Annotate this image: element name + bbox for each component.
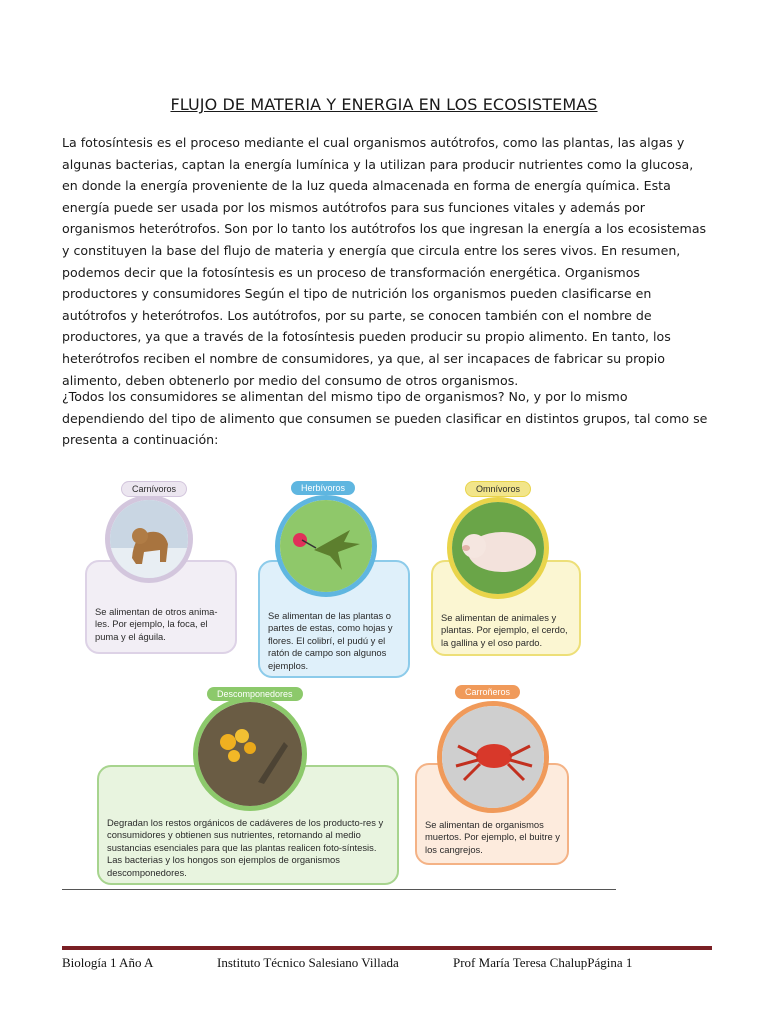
- card-decomposers-text: Degradan los restos orgánicos de cadáveres de los producto-res y consumidores y obtienen sus nutrientes, retornando al medio sustancias esenciales para que las plantas realicen foto-síntesis. Las bacterias y los hongos son ejemplos de organismos descomponedores.: [107, 817, 384, 878]
- card-herbivores-text: Se alimentan de las plantas o partes de estas, como hojas y flores. El colibrí, el pudú y el ratón de campo son algunos ejemplos.: [268, 610, 393, 671]
- card-omnivores-text: Se alimentan de animales y plantas. Por ejemplo, el cerdo, la gallina y el oso pardo.: [441, 612, 568, 648]
- tag-herbivores: Herbívoros: [291, 481, 355, 495]
- fungi-photo-icon: [193, 697, 307, 811]
- bottom-rule: [62, 889, 616, 890]
- footer-course: Biología 1 Año A: [62, 955, 154, 970]
- card-carnivores-text: Se alimentan de otros anima-les. Por ejemplo, la foca, el puma y el águila.: [95, 606, 218, 642]
- tag-scavengers: Carroñeros: [455, 685, 520, 699]
- pig-photo-icon: [447, 497, 549, 599]
- footer-teacher-page: Prof María Teresa ChalupPágina 1: [453, 955, 633, 970]
- tag-decomposers: Descomponedores: [207, 687, 303, 701]
- paragraph-question: ¿Todos los consumidores se alimentan del mismo tipo de organismos? No, y por lo mismo dependiendo del tipo de alimento que consumen se pueden clasificar en distintos grupos, tal como se presenta a continuación:: [62, 389, 708, 448]
- card-scavengers-text: Se alimentan de organismos muertos. Por ejemplo, el buitre y los cangrejos.: [425, 819, 560, 855]
- puma-photo-icon: [105, 495, 193, 583]
- tag-omnivores: Omnívoros: [465, 481, 531, 497]
- crab-photo-icon: [437, 701, 549, 813]
- page-title: FLUJO DE MATERIA Y ENERGIA EN LOS ECOSISTEMAS: [170, 95, 598, 114]
- paragraph-intro: La fotosíntesis es el proceso mediante el cual organismos autótrofos, como las plantas, las algas y algunas bacterias, captan la energía lumínica y la utilizan para producir nutrientes como la glucosa, en donde la energía proveniente de la luz queda almacenada en forma de energía química. Esta energía puede ser usada por los mismos autótrofos para sus funciones vitales y además por organismos heterótrofos. Son por lo tanto los autótrofos los que ingresan la energía a los ecosistemas y constituyen la base del flujo de materia y energía que circula entre los seres vivos. En resumen, podemos decir que la fotosíntesis es un proceso de transformación energética. Organismos productores y consumidores Según el tipo de nutrición los organismos pueden clasificarse en autótrofos y heterótrofos. Los autótrofos, por su parte, se conocen también con el nombre de productores, ya que a través de la fotosíntesis pueden producir su propio alimento. En tanto, los heterótrofos reciben el nombre de consumidores, ya que, al ser incapaces de fabricar su propio alimento, deben obtenerlo por medio del consumo de otros organismos.: [62, 135, 707, 388]
- footer-bar: [62, 946, 712, 950]
- footer-school: Instituto Técnico Salesiano Villada: [217, 955, 399, 970]
- consumer-types-infographic: [85, 475, 585, 885]
- hummingbird-photo-icon: [275, 495, 377, 597]
- tag-carnivores: Carnívoros: [121, 481, 187, 497]
